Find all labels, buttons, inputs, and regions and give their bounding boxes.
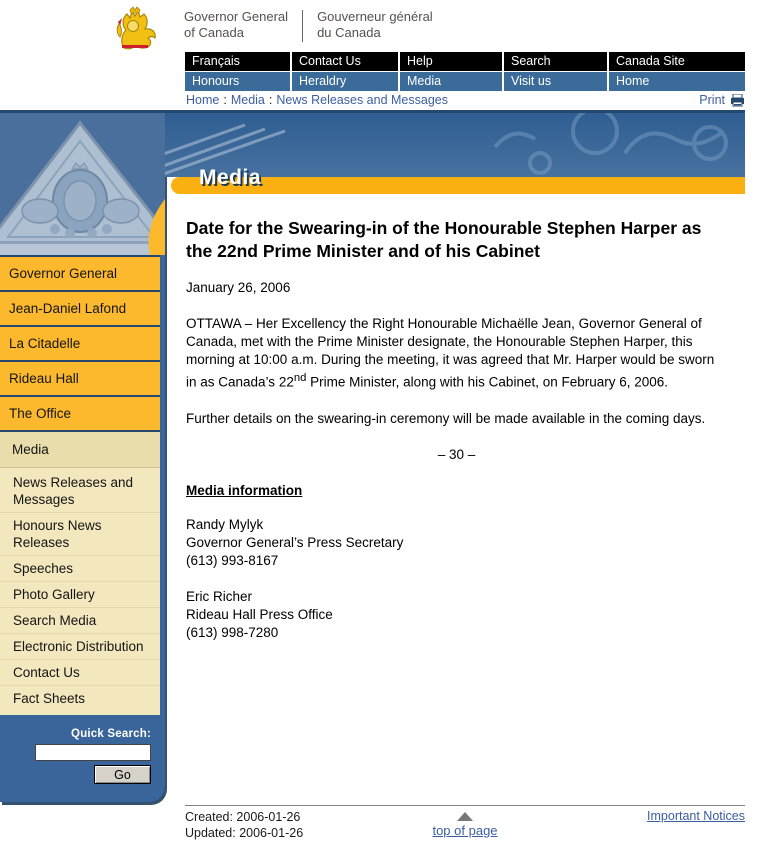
sidebar-subitem-search-media[interactable]: Search Media [0, 608, 160, 634]
breadcrumb-current[interactable]: News Releases and Messages [276, 93, 448, 107]
contact-block [186, 588, 727, 642]
sidebar-item-the-office[interactable]: The Office [0, 395, 160, 430]
breadcrumb-separator: : [223, 93, 227, 107]
important-notices-link[interactable]: Important Notices [647, 809, 745, 823]
article-date: January 26, 2006 [186, 280, 291, 295]
paragraph-text: Prime Minister, along with his Cabinet, on February 6, 2006. [306, 374, 669, 390]
main-column [165, 113, 745, 850]
contact-phone: (613) 993-8167 [186, 552, 279, 568]
section-banner [165, 113, 745, 194]
news-release [165, 194, 745, 660]
nav-canada-site[interactable]: Canada Site [607, 52, 745, 71]
royal-crest-icon [110, 4, 160, 50]
nav-search[interactable]: Search [502, 52, 607, 71]
sidebar-item-la-citadelle[interactable]: La Citadelle [0, 325, 160, 360]
nav-visit-us[interactable]: Visit us [502, 72, 607, 91]
sidebar [0, 113, 165, 802]
fip-header [0, 0, 774, 52]
contact-name: Eric Richer [186, 588, 253, 604]
wordmark-english: Governor General of Canada [184, 9, 289, 40]
sidebar-subitem-contact-us[interactable]: Contact Us [0, 660, 160, 686]
nav-heraldry[interactable]: Heraldry [290, 72, 398, 91]
breadcrumb-media[interactable]: Media [230, 93, 265, 107]
sidebar-subitem-honours-news[interactable]: Honours News Releases [0, 513, 160, 556]
breadcrumb-separator: : [268, 93, 273, 107]
sidebar-subitem-news-releases[interactable]: News Releases and Messages [0, 470, 160, 513]
sidebar-item-rideau-hall[interactable]: Rideau Hall [0, 360, 160, 395]
sidebar-item-jean-daniel-lafond[interactable]: Jean-Daniel Lafond [0, 290, 160, 325]
nav-bars [185, 52, 745, 91]
nav-francais[interactable]: Français [192, 54, 240, 68]
nav-contact-us[interactable]: Contact Us [290, 52, 398, 71]
contact-role: Rideau Hall Press Office [186, 606, 333, 622]
contact-role: Governor General’s Press Secretary [186, 534, 404, 550]
nav-home[interactable]: Home [607, 72, 745, 91]
end-mark: – 30 – [437, 446, 476, 462]
top-of-page-link[interactable]: top of page [432, 823, 498, 838]
printer-icon [730, 94, 745, 107]
site-nav [185, 71, 745, 91]
media-information-heading: Media information [186, 482, 303, 498]
updated-date: Updated: 2006-01-26 [185, 826, 304, 840]
sidebar-subitem-electronic-distribution[interactable]: Electronic Distribution [0, 634, 160, 660]
article-paragraph-1 [186, 315, 727, 392]
pediment-photo [0, 113, 165, 255]
quick-search [0, 715, 165, 802]
print-label: Print [699, 93, 725, 107]
breadcrumb-home[interactable]: Home [186, 93, 220, 107]
paragraph-text: OTTAWA – Her Excellency the Right Honourable Michaëlle Jean, Governor General of Canada, met with the Prime Minister designate, the Honourable Stephen Harper, this morning at 10:00 a.m. During the meeting, it was agreed that Mr. Harper would be sworn in as Canada’s 22 [186, 316, 715, 390]
nav-media[interactable]: Media [398, 72, 502, 91]
quick-search-label: Quick Search: [71, 728, 151, 740]
nav-honours[interactable]: Honours [192, 74, 240, 88]
sidebar-item-media-current[interactable]: Media [0, 430, 160, 467]
sidebar-subitem-fact-sheets[interactable]: Fact Sheets [13, 691, 86, 706]
print-link[interactable] [699, 93, 745, 107]
breadcrumb [185, 91, 745, 110]
federal-nav [185, 52, 745, 71]
page-footer [185, 805, 745, 841]
wordmark-french: Gouverneur général du Canada [317, 9, 433, 40]
banner-title: Media [199, 166, 262, 189]
contact-block [186, 516, 727, 570]
content-row [0, 113, 745, 850]
ordinal-superscript: nd [293, 372, 307, 384]
article-paragraph-2: Further details on the swearing-in ceremony will be made available in the coming days. [186, 410, 706, 426]
sidebar-item-governor-general[interactable]: Governor General [0, 255, 160, 290]
sidebar-submenu [0, 467, 160, 715]
quick-search-input[interactable] [35, 744, 151, 761]
wordmark-divider [302, 10, 303, 42]
article-title: Date for the Swearing-in of the Honourable Stephen Harper as the 22nd Prime Minister and of his Cabinet [186, 218, 702, 261]
fip-wordmark [184, 4, 433, 42]
sidebar-subitem-photo-gallery[interactable]: Photo Gallery [0, 582, 160, 608]
sidebar-subitem-speeches[interactable]: Speeches [0, 556, 160, 582]
created-date: Created: 2006-01-26 [185, 810, 301, 824]
up-arrow-icon[interactable] [457, 812, 473, 821]
nav-help[interactable]: Help [398, 52, 502, 71]
go-button[interactable]: Go [94, 765, 151, 784]
contact-phone: (613) 998-7280 [186, 624, 279, 640]
contact-name: Randy Mylyk [186, 516, 264, 532]
